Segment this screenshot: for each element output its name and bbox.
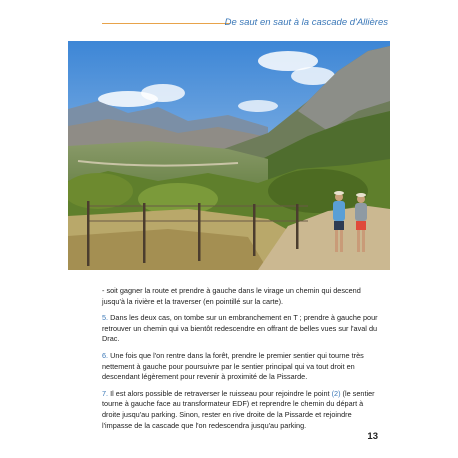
paragraph-6-text: Une fois que l'on rentre dans la forêt, prendre le premier sentier qui tourne très nettement à gauche pour poursuivre par le sentier principal qui va tout droit en descendant légèrement pour revenir à proximité de la Pissarde. xyxy=(102,350,364,382)
paragraph-1-text: - soit gagner la route et prendre à gauche dans le virage un chemin qui descend jusqu'à la rivière et la traverser (en pointillé sur la carte). xyxy=(102,286,361,306)
step-number-6: 6. xyxy=(102,350,109,360)
map-point-ref: (2) xyxy=(331,388,341,398)
running-header-title: De saut en saut à la cascade d'Allières xyxy=(224,17,388,28)
step-number-7: 7. xyxy=(102,388,109,398)
paragraph-7 xyxy=(102,389,382,431)
header-rule xyxy=(102,23,230,24)
trail-photo xyxy=(68,41,390,270)
paragraph-5-text: Dans les deux cas, on tombe sur un embranchement en T ; prendre à gauche pour retrouver un chemin qui va bientôt redescendre en offrant de belles vues sur l'aval du Drac. xyxy=(102,313,378,344)
body-text xyxy=(102,286,382,437)
paragraph-5 xyxy=(102,313,382,345)
paragraph-7-text-after: (le sentier tourne à gauche face au transformateur EDF) et reprendre le chemin du départ à droite jusqu'au parking. Sinon, rester en rive droite de la Pissarde et rejoindre l'impasse de la cascade que l'on redescendra jusqu'au parking. xyxy=(102,388,375,430)
paragraph-1 xyxy=(102,286,382,307)
paragraph-6 xyxy=(102,351,382,383)
paragraph-7-text-before: Il est alors possible de retraverser le ruisseau pour rejoindre le point xyxy=(110,388,330,398)
step-number-5: 5. xyxy=(102,313,109,323)
page-number: 13 xyxy=(367,431,378,442)
hikers-photo-illustration xyxy=(68,41,390,270)
